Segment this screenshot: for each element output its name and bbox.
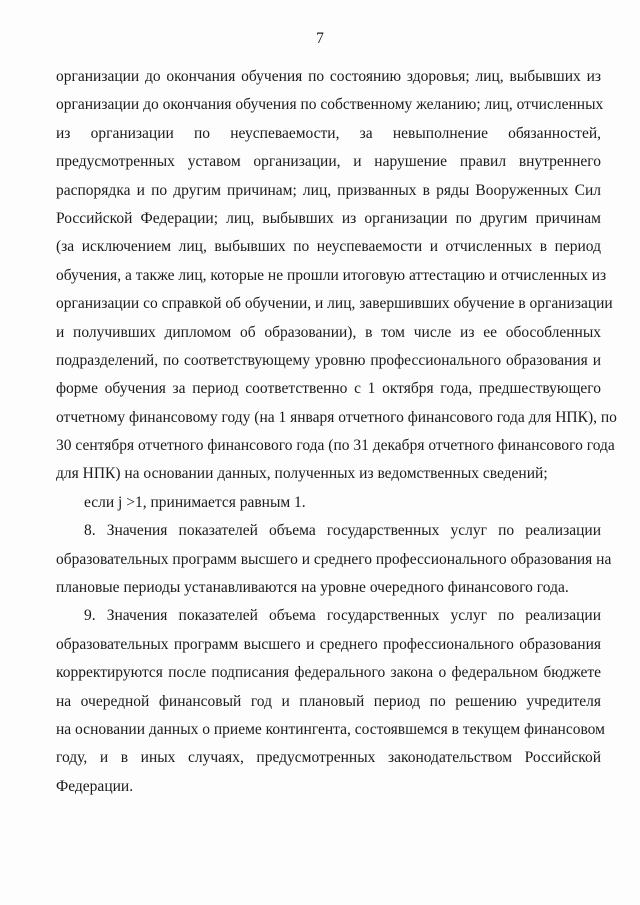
text-line: на основании данных о приеме контингента, состоявшемся в текущем финансовом	[56, 720, 605, 738]
text-line: на очередной финансовый год и плановый период по решению учредителя	[56, 692, 601, 710]
text-line: (за исключением лиц, выбывших по неуспеваемости и отчисленных в период	[56, 238, 601, 256]
text-line: Федерации.	[56, 777, 134, 795]
text-line: Российской Федерации; лиц, выбывших из организации по другим причинам	[56, 209, 601, 227]
text-line: организации со справкой об обучении, и лиц, завершивших обучение в организации	[56, 295, 613, 313]
paragraph-9-first-line: 9. Значения показателей объема государственных услуг по реализации	[84, 607, 601, 625]
text-line: предусмотренных уставом организации, и нарушение правил внутреннего	[56, 153, 601, 171]
text-line: из организации по неуспеваемости, за невыполнение обязанностей,	[56, 124, 601, 142]
body-text	[56, 63, 617, 801]
text-line: организации до окончания обучения по собственному желанию; лиц, отчисленных	[56, 96, 604, 114]
text-line: году, и в иных случаях, предусмотренных законодательством Российской	[56, 749, 601, 767]
text-line: распорядка и по другим причинам; лиц, призванных в ряды Вооруженных Сил	[56, 181, 601, 199]
text-line: 30 сентября отчетного финансового года (по 31 декабря отчетного финансового года	[56, 437, 615, 455]
text-line: образовательных программ высшего и среднего профессионального образования на	[56, 550, 612, 568]
text-line: отчетному финансовому году (на 1 января отчетного финансового года для НПК), по	[56, 408, 617, 426]
text-line: подразделений, по соответствующему уровню профессионального образования и	[56, 351, 601, 369]
page-number: 7	[316, 30, 324, 47]
text-line: если j >1, принимается равным 1.	[84, 493, 306, 511]
text-line: для НПК) на основании данных, полученных из ведомственных сведений;	[56, 465, 548, 483]
text-line: обучения, а также лиц, которые не прошли итоговую аттестацию и отчисленных из	[56, 266, 607, 284]
text-line: плановые периоды устанавливаются на уровне очередного финансового года.	[56, 579, 569, 597]
text-line: организации до окончания обучения по состоянию здоровья; лиц, выбывших из	[56, 68, 601, 85]
paragraph-8-first-line: 8. Значения показателей объема государственных услуг по реализации	[84, 522, 601, 540]
text-line: и получивших дипломом об образовании), в том числе из ее обособленных	[56, 323, 601, 341]
text-line: корректируются после подписания федерального закона о федеральном бюджете	[56, 664, 601, 682]
text-line: форме обучения за период соответственно с 1 октября года, предшествующего	[56, 380, 601, 398]
text-line: образовательных программ высшего и среднего профессионального образования	[56, 635, 601, 653]
